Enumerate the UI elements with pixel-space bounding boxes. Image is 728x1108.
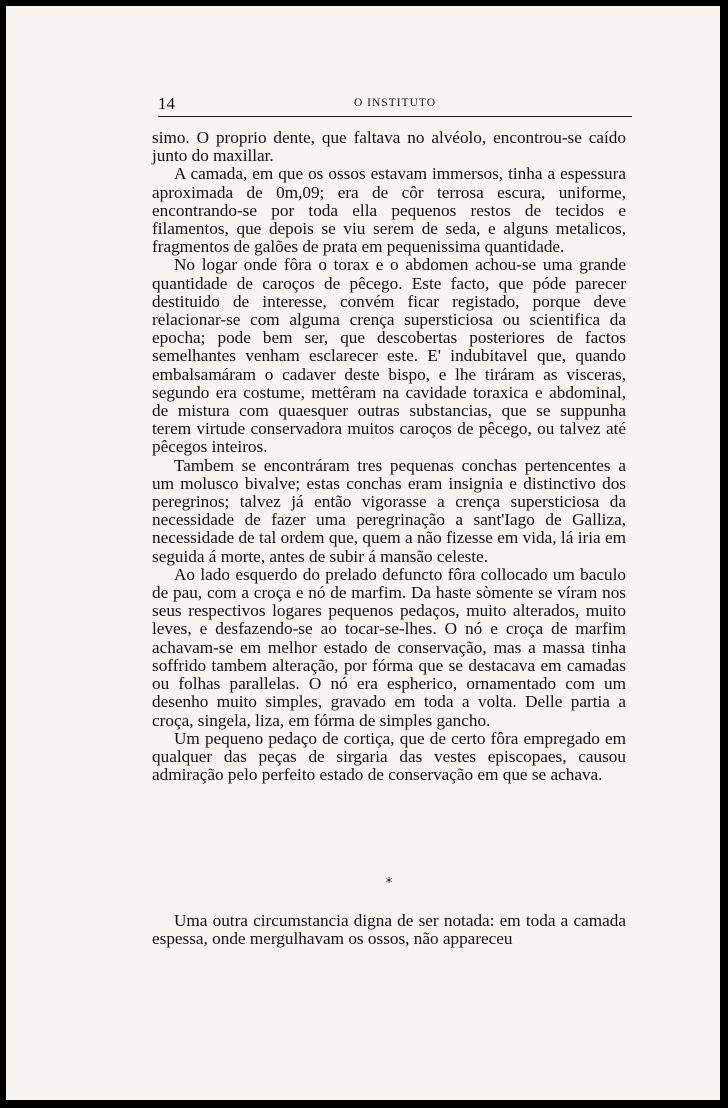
running-title: O INSTITUTO [353,97,437,109]
body-text [152,129,626,784]
paragraph: simo. O proprio dente, que faltava no alvéolo, encontrou-se caído junto do maxillar. [152,128,626,166]
paragraph: A camada, em que os ossos estavam immersos, tinha a espessura aproximada de 0m,09; era de côr terrosa escura, uniforme, encontrando-se por toda ella pequenos restos de tecidos e filamentos, que depois se viu serem de seda, e alguns metalicos, fragmentos de galões de prata em pequenissima quantidade. [152,164,626,257]
section-separator: * [385,876,393,891]
paragraph: Tambem se encontráram tres pequenas conchas pertencentes a um molusco bivalve; estas conchas eram insignia e distinctivo dos peregrinos; talvez já então vigorasse a crença supersticiosa da necessidade de fazer uma peregrinação a sant'Iago de Galliza, necessidade de tal ordem que, quem a não fizesse em vida, lá iria em seguida á morte, antes de subir á mansão celeste. [152,455,626,566]
page-number: 14 [158,94,175,113]
body-text-continued [152,912,626,948]
paragraph: No logar onde fôra o torax e o abdomen achou-se uma grande quantidade de caroços de pêcego. Este facto, que póde parecer destituido de interesse, convém ficar registado, porque deve relacionar-se com alguma crença supersticiosa ou scientifica da epocha; pode bem ser, que descobertas posteriores de factos semelhantes venham esclarecer este. E' indubitavel que, quando embalsamáram o cadaver deste bispo, e lhe tiráram as visceras, segundo era costume, mettêram na cavidade toraxica e abdominal, de mistura com quaesquer outras substancias, que se suppunha terem virtude conservadora muitos caroços de pêcego, ou talvez até pêcegos inteiros. [152,255,626,457]
running-header [158,94,632,117]
paragraph: Ao lado esquerdo do prelado defuncto fôra collocado um baculo de pau, com a croça e nó de marfim. Da haste sòmente se víram nos seus respectivos logares pequenos pedaços, muito alterados, muito leves, e desfazendo-se ao tocar-se-lhes. O nó e croça de marfim achavam-se em melhor estado de conservação, mas a massa tinha soffrido tambem alteração, por fórma que se destacava em camadas ou folhas parallelas. O nó era espherico, ornamentado com um desenho muito simples, gravado em toda a volta. Delle partia a croça, singela, liza, em fórma de simples gancho. [152,564,626,730]
paragraph: Um pequeno pedaço de cortiça, que de certo fôra empregado em qualquer das peças de sirgaria das vestes episcopaes, causou admiração pelo perfeito estado de conservação em que se achava. [152,728,626,785]
paragraph: Uma outra circumstancia digna de ser notada: em toda a camada espessa, onde mergulhavam os ossos, não appareceu [152,911,626,949]
